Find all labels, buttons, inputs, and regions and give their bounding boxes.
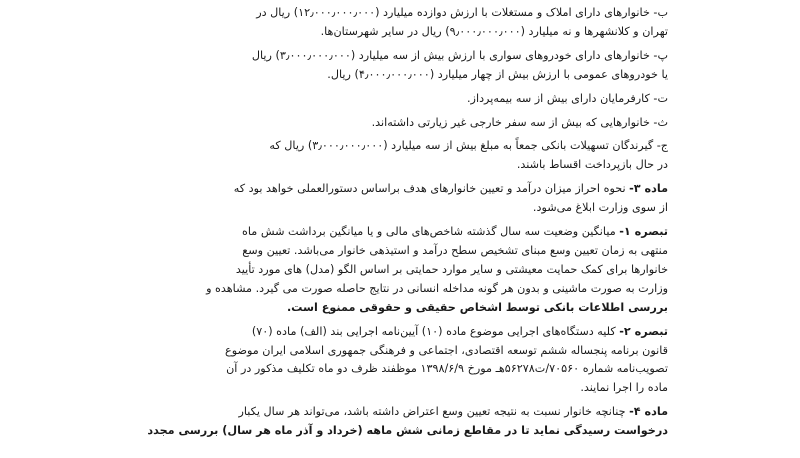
text-line (138, 47, 668, 66)
text-line (138, 422, 668, 441)
paragraph-label: ماده ۳- (629, 182, 668, 196)
paragraph-item-b (138, 4, 668, 42)
line-text: میانگین وضعیت سه سال گذشته شاخص‌های مالی و یا میانگین برداشت شش ماه (242, 225, 620, 239)
text-line (138, 342, 668, 361)
paragraph-note-2 (138, 323, 668, 399)
paragraph-label: ماده ۴- (629, 405, 668, 419)
text-line (138, 156, 668, 175)
paragraph-item-j (138, 137, 668, 175)
paragraph-item-t (138, 90, 668, 109)
paragraph-label: تبصره ۲- (619, 324, 668, 338)
text-line (138, 66, 668, 85)
line-text: نحوه احراز میزان درآمد و تعیین خانوارهای هدف براساس دستورالعملی خواهد بود که (233, 182, 630, 196)
text-line (138, 114, 668, 133)
text-line (138, 323, 668, 342)
line-text: درخواست رسیدگی نماید تا در مقاطع زمانی شش ماهه (خرداد و آذر ماه هر سال) بررسی مجدد (147, 424, 668, 438)
text-line (138, 199, 668, 218)
text-line (138, 280, 668, 299)
line-text: ج- گیرندگان تسهیلات بانکی جمعاً به مبلغ بیش از سه میلیارد (۳٫۰۰۰٫۰۰۰٫۰۰۰) ریال که (269, 139, 668, 153)
line-text: ث- خانوارهایی که بیش از سه سفر خارجی غیر زیارتی داشته‌اند. (371, 115, 668, 129)
line-text: منتهی به زمان تعیین وسع مبنای تشخیص سطح درآمد و استیذهی خانوار می‌باشد. تعیین وسع (242, 243, 668, 257)
line-text: تصویب‌نامه شماره ۷۰۵۶۰/ت۵۶۲۷۸هـ مورخ ۱۳۹۸/۶/۹ موظفند ظرف دو ماه تکلیف مذکور در آن (226, 362, 668, 376)
paragraph-item-p (138, 47, 668, 85)
text-line (138, 299, 668, 318)
line-text: در حال بازپرداخت اقساط باشند. (516, 158, 668, 172)
line-text: ت- کارفرمایان دارای بیش از سه بیمه‌پرداز. (467, 91, 668, 105)
paragraph-article-4 (138, 403, 668, 441)
line-text: از سوی وزارت ابلاغ می‌شود. (532, 201, 668, 215)
text-line (138, 223, 668, 242)
paragraph-article-3 (138, 180, 668, 218)
line-text: چنانچه خانوار نسبت به نتیجه تعیین وسع اعتراض داشته باشد، می‌تواند هر سال یکبار (238, 405, 630, 419)
text-line (138, 180, 668, 199)
line-text: ب- خانوارهای دارای املاک و مستغلات با ارزش دوازده میلیارد (۱۲٫۰۰۰٫۰۰۰٫۰۰۰) ریال در (256, 6, 668, 19)
text-line (138, 23, 668, 42)
line-text: بررسی اطلاعات بانکی توسط اشخاص حقیقی و حقوقی ممنوع است. (286, 300, 668, 314)
line-text: خانوارها برای کمک حمایت معیشتی و سایر موارد حمایتی بر اساس الگو (مدل) های مورد تأیید (235, 262, 668, 276)
line-text: کلیه دستگاه‌های اجرایی موضوع ماده (۱۰) آیین‌نامه اجرایی بند (الف) ماده (۷۰) (251, 324, 620, 338)
text-line (138, 261, 668, 280)
line-text: پ- خانوارهای دارای خودروهای سواری با ارزش بیش از سه میلیارد (۳٫۰۰۰٫۰۰۰٫۰۰۰) ریال (251, 48, 668, 62)
paragraph-item-th (138, 114, 668, 133)
text-line (138, 4, 668, 23)
line-text: تهران و کلانشهرها و نه میلیارد (۹٫۰۰۰٫۰۰۰٫۰۰۰) ریال در سایر شهرستان‌ها. (320, 24, 668, 38)
text-line (138, 90, 668, 109)
line-text: ماده را اجرا نمایند. (580, 381, 668, 395)
document-body (138, 4, 668, 441)
line-text: قانون برنامه پنجساله ششم توسعه اقتصادی، اجتماعی و فرهنگی جمهوری اسلامی ایران موضوع (225, 343, 668, 357)
text-line (138, 403, 668, 422)
paragraph-label: تبصره ۱- (619, 225, 668, 239)
text-line (138, 379, 668, 398)
line-text: یا خودروهای عمومی با ارزش بیش از چهار میلیارد (۴٫۰۰۰٫۰۰۰٫۰۰۰) ریال. (327, 67, 668, 81)
text-line (138, 137, 668, 156)
text-line (138, 242, 668, 261)
text-line (138, 360, 668, 379)
paragraph-note-1 (138, 223, 668, 318)
line-text: وزارت به صورت ماشینی و بدون هر گونه مداخله انسانی در نتایج حاصله صورت می گیرد. مشاهده و (206, 281, 668, 295)
